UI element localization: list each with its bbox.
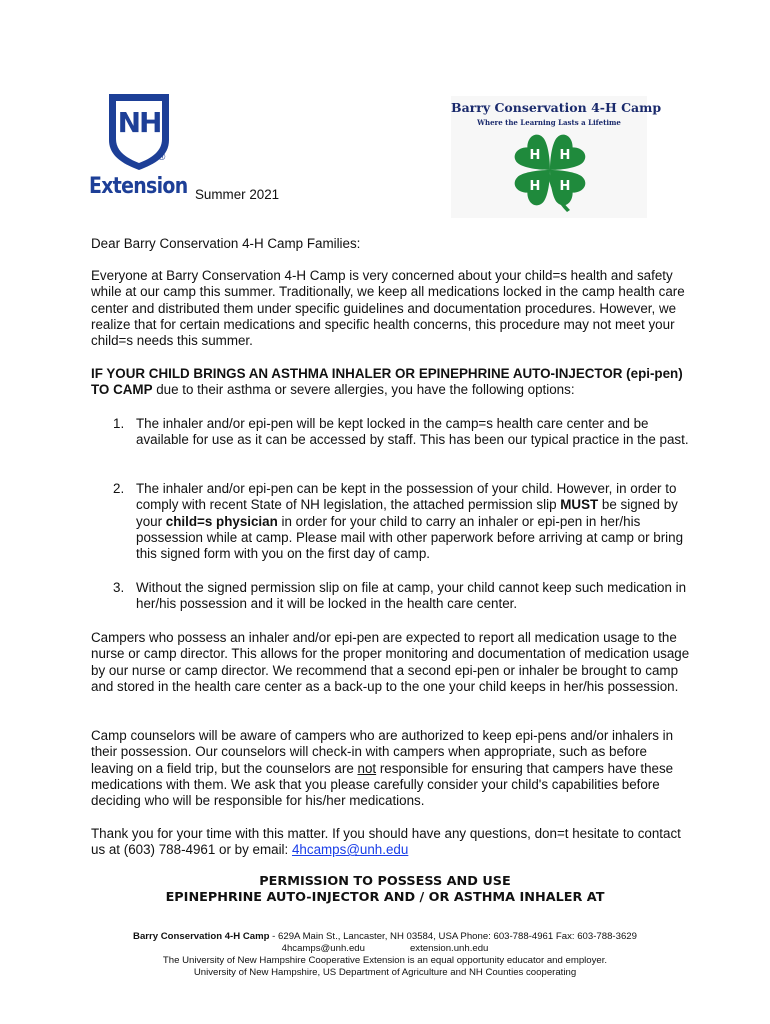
option-number: 1. [113,416,125,431]
option-text: Without the signed permission slip on file at camp, your child cannot keep such medication in her/his possession and it will be locked in the health care center. [136,580,687,612]
permission-heading-line2: EPINEPHRINE AUTO-INJECTOR AND / OR ASTHMA INHALER AT [165,890,605,905]
unh-extension-logo [89,92,189,202]
email-link[interactable]: 4hcamps@unh.edu [291,842,409,858]
option-number: 2. [113,481,125,496]
not-underlined: not [357,760,377,776]
four-h-clover-icon [510,130,590,214]
option-text: The inhaler and/or epi-pen will be kept locked in the camp=s health care center and be available for use as it can be accessed by staff. This has been our typical practice in the past. [136,416,689,448]
option-number: 3. [113,580,125,595]
options-intro-bold: IF YOUR CHILD BRINGS AN ASTHMA INHALER OR EPINEPHRINE AUTO-INJECTOR (epi-pen) TO CAMP [91,366,683,398]
greeting: Dear Barry Conservation 4-H Camp Families: [91,236,361,251]
footer-org-name: Barry Conservation 4-H Camp [133,931,270,942]
footer-address: Barry Conservation 4-H Camp - 629A Main St., Lancaster, NH 03584, USA Phone: 603-788-4961 Fax: 603-788-3629 [133,931,637,942]
footer-equal-opportunity: The University of New Hampshire Cooperative Extension is an equal opportunity educator and employer. [162,955,608,966]
footer-cooperating: University of New Hampshire, US Department of Agriculture and NH Counties cooperating [193,967,577,978]
footer-email: 4hcamps@unh.edu [281,943,365,954]
option-text: The inhaler and/or epi-pen can be kept in the possession of your child. However, in order to comply with recent State of NH legislation, the attached permission slip MUST be signed by your child=s physician in order for your child to carry an inhaler or epi-pen in her/his possession while at camp. Please mail with other paperwork before arriving at camp or bring this signed form with you on the first day of camp. [136,481,684,562]
clover-letter-h3: H [529,179,541,194]
unh-shield-letters: NH [117,106,161,139]
permission-heading-line1: PERMISSION TO POSSESS AND USE [259,874,511,889]
must-emphasis: MUST [560,497,599,513]
extension-wordmark: Extension [89,174,188,199]
camp-logo-subtitle: Where the Learning Lasts a Lifetime [477,118,621,127]
clover-letter-h1: H [529,148,541,163]
camp-logo [451,96,662,218]
footer-contact [91,943,679,955]
counselors-paragraph: Camp counselors will be aware of campers who are authorized to keep epi-pens and/or inhalers in their possession. Our counselors will check-in with campers when appropriate, such as before leaving on a field trip, but the counselors are not responsible for ensuring that campers have these medications with them. We ask that you please carefully consider your child's capabilities before deciding who will be responsible for his/her medications. [91,728,674,809]
options-intro-rest: due to their asthma or severe allergies, you have the following options: [152,382,575,398]
clover-letter-h4: H [559,179,571,194]
intro-paragraph: Everyone at Barry Conservation 4-H Camp is very concerned about your child=s health and safety while at our camp this summer. Traditionally, we keep all medications locked in the camp health care center and distributed them under specific guidelines and documentation procedures. However, we realize that for certain medications and specific health concerns, this procedure may not meet your child=s needs this summer. [91,268,685,349]
camp-logo-title: Barry Conservation 4-H Camp [451,100,662,115]
campers-paragraph: Campers who possess an inhaler and/or epi-pen are expected to report all medication usage to the nurse or camp director. This allows for the proper monitoring and documentation of medication usage by our nurse or camp director. We recommend that a second epi-pen or inhaler be brought to camp and stored in the health care center as a back-up to the one your child keeps in her/his possession. [91,630,690,694]
thanks-paragraph: Thank you for your time with this matter. If you should have any questions, don=t hesitate to contact us at (603) 788-4961 or by email: 4hcamps@unh.edu [91,826,681,858]
clover-letter-h2: H [559,148,571,163]
physician-emphasis: child=s physician [165,513,278,529]
registered-mark: ® [158,152,166,163]
options-intro [91,366,691,399]
footer-website: extension.unh.edu [409,943,489,954]
date-label: Summer 2021 [195,187,280,202]
